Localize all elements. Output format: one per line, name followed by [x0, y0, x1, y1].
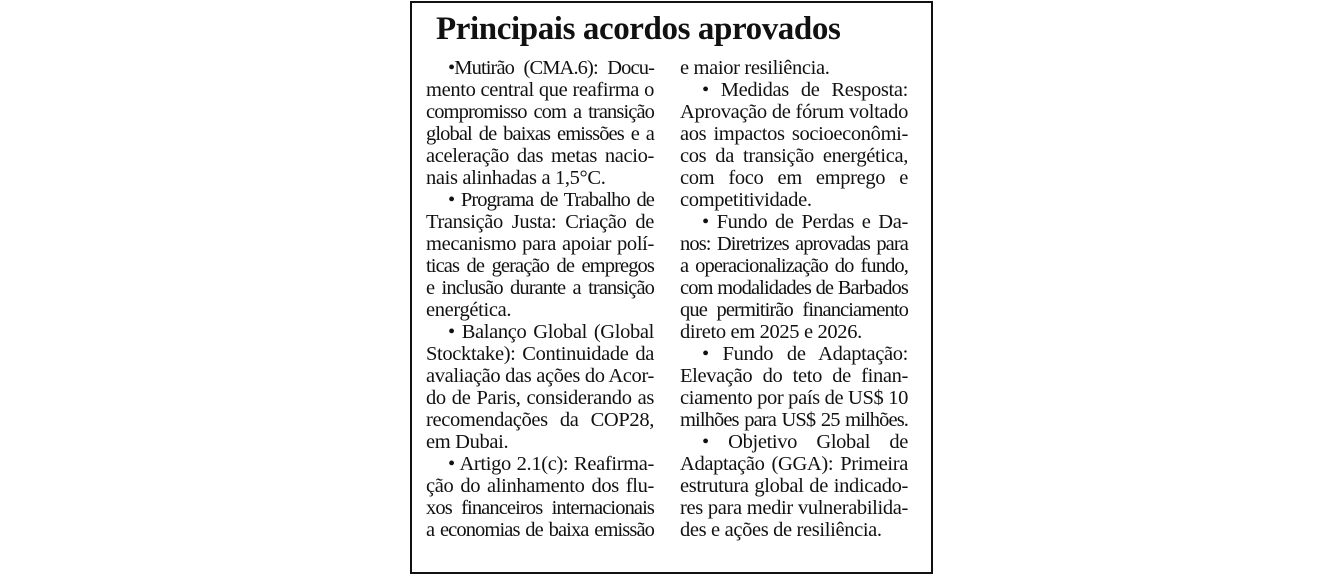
text-line: Adaptação (GGA): Primeira — [680, 453, 908, 475]
text-line: recomendações da COP28, — [426, 409, 654, 431]
text-line: ção do alinhamento dos flu- — [426, 475, 654, 497]
text-line: ticas de geração de empregos — [426, 255, 654, 277]
text-line: mento central que reafirma o — [426, 79, 654, 101]
text-line: nos: Diretrizes aprovadas para — [680, 233, 908, 255]
text-line: Transição Justa: Criação de — [426, 211, 654, 233]
text-line: mecanismo para apoiar polí- — [426, 233, 654, 255]
text-line: res para medir vulnerabilida- — [680, 497, 908, 519]
text-line: e inclusão durante a transição — [426, 277, 654, 299]
text-line: • Artigo 2.1(c): Reafirma- — [448, 453, 654, 475]
article-title: Principais acordos aprovados — [436, 11, 841, 47]
text-line: do de Paris, considerando as — [426, 387, 654, 409]
text-line: estrutura global de indicado- — [680, 475, 908, 497]
text-line: global de baixas emissões e a — [426, 123, 654, 145]
text-line: aceleração das metas nacio- — [426, 145, 654, 167]
text-line: • Medidas de Resposta: — [702, 79, 908, 101]
text-line: •Mutirão (CMA.6): Docu- — [448, 57, 654, 79]
text-line: com modalidades de Barbados — [680, 277, 908, 299]
text-line: milhões para US$ 25 milhões. — [680, 409, 908, 431]
text-line: em Dubai. — [426, 431, 509, 453]
text-line: nais alinhadas a 1,5°C. — [426, 167, 606, 189]
text-line: a operacionalização do fundo, — [680, 255, 908, 277]
text-line: direto em 2025 e 2026. — [680, 321, 862, 343]
text-line: avaliação das ações do Acor- — [426, 365, 654, 387]
text-line: • Fundo de Perdas e Da- — [702, 211, 908, 233]
text-line: • Programa de Trabalho de — [448, 189, 654, 211]
text-line: a economias de baixa emissão — [426, 519, 654, 541]
text-line: energética. — [426, 299, 512, 321]
article-box — [410, 1, 933, 574]
text-line: que permitirão financiamento — [680, 299, 908, 321]
text-line: • Objetivo Global de — [702, 431, 908, 453]
column-right — [680, 57, 908, 541]
text-line: aos impactos socioeconômi- — [680, 123, 908, 145]
text-line: ciamento por país de US$ 10 — [680, 387, 908, 409]
text-line: • Fundo de Adaptação: — [702, 343, 908, 365]
text-line: competitividade. — [680, 189, 812, 211]
text-line: com foco em emprego e — [680, 167, 908, 189]
text-line: Elevação do teto de finan- — [680, 365, 908, 387]
text-line: • Balanço Global (Global — [448, 321, 654, 343]
column-left — [426, 57, 654, 541]
text-line: des e ações de resiliência. — [680, 519, 882, 541]
text-line: compromisso com a transição — [426, 101, 654, 123]
text-line: xos financeiros internacionais — [426, 497, 654, 519]
text-line: e maior resiliência. — [680, 57, 830, 79]
text-line: Stocktake): Continuidade da — [426, 343, 654, 365]
text-line: cos da transição energética, — [680, 145, 908, 167]
text-line: Aprovação de fórum voltado — [680, 101, 908, 123]
